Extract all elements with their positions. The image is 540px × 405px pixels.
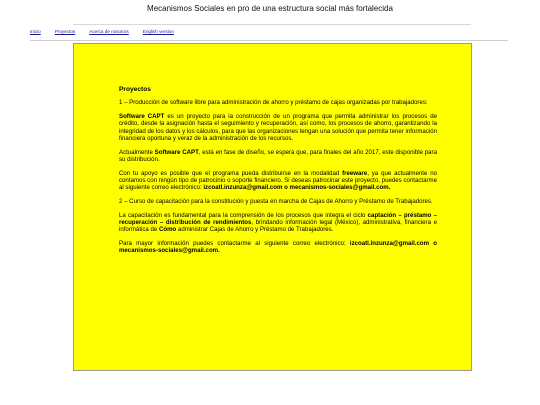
- project-2-intro: 2 – Curso de capacitación para la constitución y puesta en marcha de Cajas de Ahorro y Préstamo de Trabajadores.: [119, 197, 433, 205]
- project-1-status: [119, 149, 437, 164]
- training-paragraph: [119, 212, 437, 234]
- training-text-a: La capacitación es fundamental para la comprensión de los procesos que integra el ciclo: [119, 211, 368, 219]
- nav-link-inicio[interactable]: Inicio: [30, 29, 41, 34]
- contact-email: izcoatl.inzunza@gmail.com o mecanismos-sociales@gmail.com.: [203, 184, 391, 192]
- project-1-intro: 1 – Producción de software libre para administración de ahorro y préstamo de cajas organizadas por trabajadores:: [119, 99, 428, 107]
- content-body: [119, 86, 437, 261]
- product-name: Software CAPT: [154, 148, 199, 156]
- content-panel: [73, 43, 472, 371]
- site-title: Mecanismos Sociales en pro de una estructura social más fortalecida: [147, 4, 393, 13]
- nav-link-acerca-de-nosotros[interactable]: Acerca de nosotros: [89, 29, 129, 34]
- sponsor-text-b: , ya que actualmente no contamos con ningún tipo de patrocinio o soporte financiero. Si deseas patrocinar este proyecto, puedes contactarme al siguiente correo electrónico:: [119, 169, 437, 192]
- contact-email: izcoatl.inzunza@gmail.com o mecanismos-sociales@gmail.com.: [119, 239, 437, 255]
- sponsor-paragraph: [119, 170, 437, 192]
- training-text-b: , brindando información legal (México), administrativa, financiera e informática de: [119, 218, 437, 234]
- training-text-c: administrar Cajas de Ahorro y Préstamo de Trabajadores.: [176, 226, 334, 234]
- title-divider: [73, 24, 471, 25]
- contact-text: Para mayor información puedes contactarme al siguiente correo electrónico:: [119, 239, 350, 247]
- freeware-term: freeware: [342, 169, 368, 177]
- top-nav: [30, 29, 174, 39]
- status-text-b: , está en fase de diseño, se espera que, para finales del año 2017, este disponible para su distribución.: [119, 148, 437, 163]
- project-1-description: [119, 113, 437, 142]
- nav-link-english-version[interactable]: English version: [142, 29, 174, 34]
- nav-divider: [30, 40, 508, 41]
- product-name: Software CAPT: [119, 112, 165, 120]
- cycle-phrase: captación – préstamo – recuperación – distribución de rendimientos: [119, 211, 438, 226]
- sponsor-text-a: Con tu apoyo es posible que el programa pueda distribuirse en la modalidad: [119, 169, 343, 177]
- status-text-a: Actualmente: [119, 148, 155, 156]
- nav-link-proyectos[interactable]: Proyectos: [54, 29, 76, 34]
- section-heading: Proyectos: [119, 86, 151, 93]
- contact-paragraph: [119, 240, 437, 255]
- description-text: es un proyecto para la construcción de un programa que permita administrar los procesos de crédito, desde la asignación hasta el seguimiento y recuperación, así como, los procesos de ahorro, garantizando la integridad de los datos y los cálculos, para que las organizaciones tengan una solución que permita tener información financiera oportuna y veraz de la administración de los recursos.: [119, 112, 437, 142]
- como-term: Cómo: [158, 226, 177, 234]
